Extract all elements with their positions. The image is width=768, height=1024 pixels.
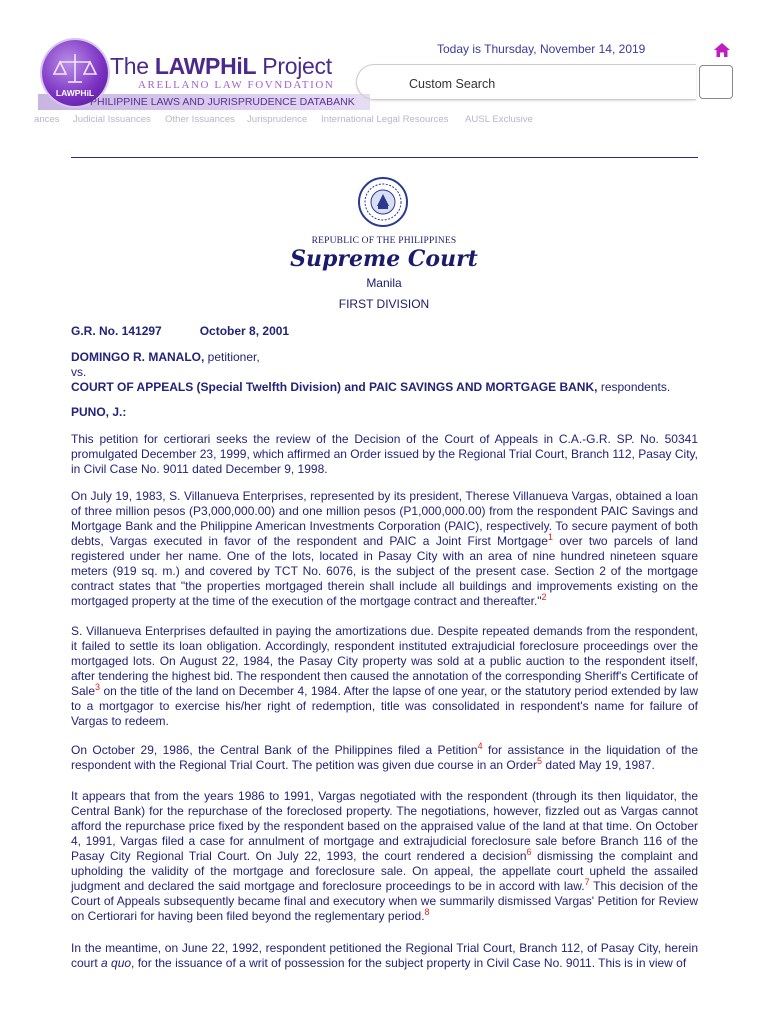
footnote-link[interactable]: 4 (477, 741, 483, 751)
versus: vs. (71, 365, 87, 379)
petitioner-role: petitioner, (204, 350, 260, 364)
court-city: Manila (366, 276, 402, 290)
respondents-name: COURT OF APPEALS (Special Twelfth Division) and PAIC SAVINGS AND MORTGAGE BANK, (71, 380, 598, 394)
footnote-link[interactable]: 8 (424, 907, 430, 917)
search-placeholder: Custom Search (409, 77, 496, 91)
brand-title: The LAWPHiL Project (110, 53, 332, 79)
svg-text:LAWPHiL: LAWPHiL (55, 88, 95, 98)
gr-number: G.R. No. 141297 (71, 324, 162, 338)
search-input[interactable] (356, 64, 696, 100)
ponente: PUNO, J.: (71, 405, 127, 419)
nav-item-ausl-exclusive[interactable]: AUSL Exclusive (465, 114, 533, 125)
paragraph-4: On October 29, 1986, the Central Bank of the Philippines filed a Petition$^4$ for assistance in the liquidation of the respondent with the Regional Trial Court. The petition was given due course in an Order$^5$ dated May 19, 1987. (71, 741, 698, 772)
current-date: Today is Thursday, November 14, 2019 (437, 42, 646, 56)
nav-item-judicial-issuances[interactable]: Judicial Issuances (73, 114, 151, 125)
footnote-link[interactable]: 5 (537, 756, 543, 766)
case-number-line (71, 324, 698, 339)
search-button[interactable] (699, 65, 733, 99)
footnote-link[interactable]: 7 (584, 877, 590, 887)
site-header (0, 0, 768, 135)
brand-tagline: PHILIPPINE LAWS AND JURISPRUDENCE DATABANK (90, 96, 355, 108)
paragraph-5: It appears that from the years 1986 to 1991, Vargas negotiated with the respondent (through its then liquidator, the Central Bank) for the repurchase of the foreclosed property. The negotiations, however, fizzled out as Vargas cannot afford the repurchase price fixed by the respondent based on the appraised value of the land at that time. On October 4, 1991, Vargas filed a case for annulment of mortgage and extrajudicial foreclosure sale before Branch 116 of the Pasay City Regional Trial Court. On July 22, 1993, the court rendered a decision$^6$ dismissing the complaint and upholding the validity of the mortgage and foreclosure sale. On appeal, the appellate court upheld the assailed judgment and declared the said mortgage and foreclosure proceedings to be in accord with law.$^7$ This decision of the Court of Appeals subsequently became final and executory when we summarily dismissed Vargas' Petition for Review on Certiorari for having been filed beyond the reglementary period.$^8$ (71, 789, 698, 923)
nav-item-jurisprudence[interactable]: Jurisprudence (247, 114, 308, 125)
nav-item-other-issuances[interactable]: Other Issuances (165, 114, 235, 125)
case-date: October 8, 2001 (199, 324, 290, 338)
footnote-link[interactable]: 6 (526, 847, 532, 857)
court-name: Supreme Court (290, 246, 478, 272)
paragraph-2: On July 19, 1983, S. Villanueva Enterprises, represented by its president, Therese Villanueva Vargas, obtained a loan of three million pesos (P3,000,000.00) and one million pesos (P1,000,000.00) from the respondent PAIC Savings and Mortgage Bank and the Philippine American Investments Corporation (PAIC), respectively. To secure payment of both debts, Vargas executed in favor of the respondent and PAIC a Joint First Mortgage$^1$ over two parcels of land registered under her name. One of the lots, located in Pasay City with an area of nine hundred nineteen square meters (919 sq. m.) and covered by TCT No. 6076, is the subject of the present case. Section 2 of the mortgage contract states that "the properties mortgaged therein shall include all buildings and improvements existing on the mortgaged property at the time of the execution of the mortgage contract and thereafter."$^2$ (71, 489, 698, 608)
nav-item-international-legal-resources[interactable]: International Legal Resources (321, 114, 449, 125)
footnote-link[interactable]: 1 (547, 532, 553, 542)
lawphil-logo[interactable] (38, 38, 368, 118)
brand-subtitle: ARELLANO LAW FOVNDATION (138, 79, 335, 91)
paragraph-6: In the meantime, on June 22, 1992, respondent petitioned the Regional Trial Court, Branch 112, of Pasay City, herein court a quo, for the issuance of a writ of possession for the subject property in Civil Case No. 9011. This is in view of (71, 941, 698, 970)
nav-item-issuances[interactable]: ances (34, 114, 60, 125)
petitioner-name: DOMINGO R. MANALO, (71, 350, 205, 364)
footnote-link[interactable]: 3 (95, 682, 101, 692)
paragraph-3: S. Villanueva Enterprises defaulted in paying the amortizations due. Despite repeated demands from the respondent, it failed to settle its loan obligation. Accordingly, respondent instituted extrajudicial foreclosure proceedings over the mortgaged lots. On August 22, 1984, the Pasay City property was sold at a public auction to the respondent itself, after tendering the highest bid. The respondent then caused the annotation of the corresponding Sheriff's Certificate of Sale$^3$ on the title of the land on December 4, 1984. After the lapse of one year, or the statutory period extended by law to a mortgagor to exercise his/her right of redemption, title was consolidated in respondent's name for failure of Vargas to redeem. (71, 624, 698, 728)
home-icon[interactable] (713, 42, 731, 58)
main-nav (0, 114, 768, 130)
republic-heading: REPUBLIC OF THE PHILIPPINES (311, 236, 457, 246)
paragraph-1: This petition for certiorari seeks the review of the Decision of the Court of Appeals in C.A.-G.R. SP. No. 50341 promulgated December 23, 1999, which affirmed an Order issued by the Regional Trial Court, Branch 112, Pasay City, in Civil Case No. 9011 dated December 9, 1998. (71, 432, 698, 476)
case-parties (71, 350, 698, 395)
header-divider (71, 157, 698, 158)
footnote-link[interactable]: 2 (541, 592, 547, 602)
court-division: FIRST DIVISION (338, 297, 430, 311)
respondents-role: respondents. (597, 380, 671, 394)
supreme-court-seal-icon (357, 176, 409, 228)
